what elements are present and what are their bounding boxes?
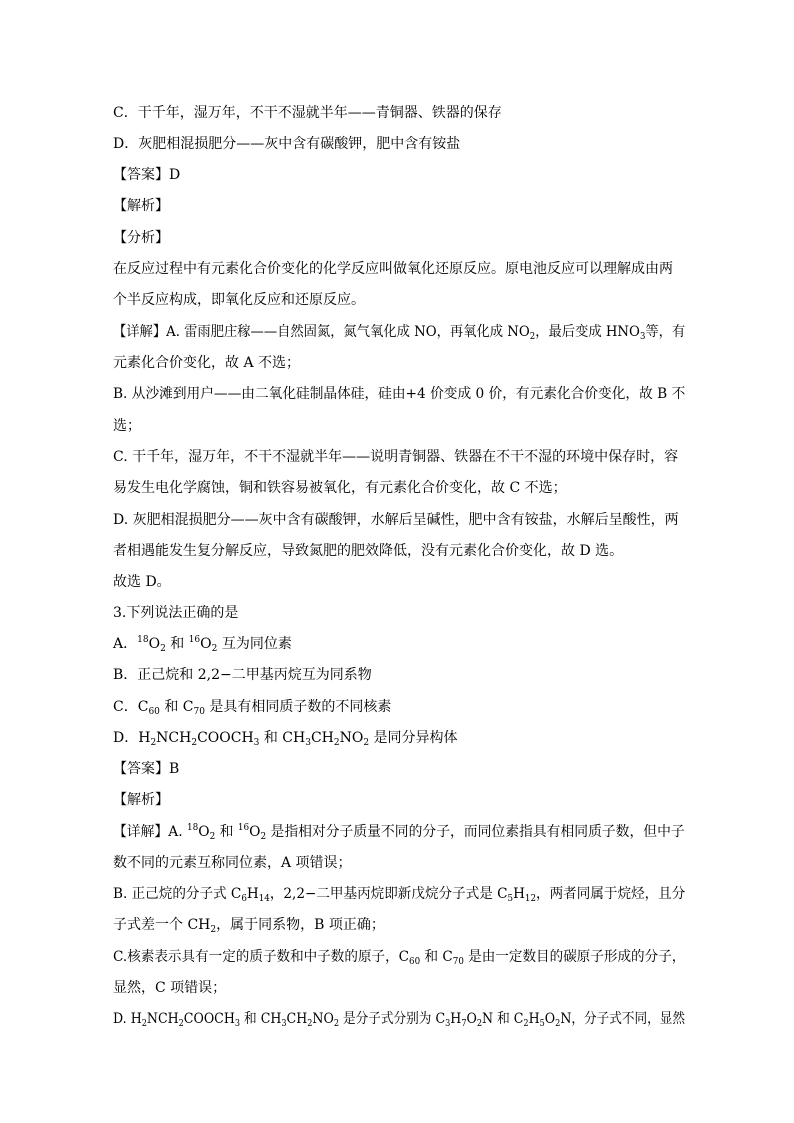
text-line: 易发生电化学腐蚀，铜和铁容易被氧化，有元素化合价变化，故 C 不选； [113, 480, 567, 496]
text-line: B．正己烷和 2,2−二甲基丙烷互为同系物 [113, 667, 372, 683]
text-line: 【解析】 [113, 198, 169, 214]
text-line: 【详解】A. 雷雨肥庄稼——自然固氮，氮气氧化成 NO，再氧化成 $NO_2$，最后变成 $HNO_3$等，有 [113, 324, 686, 342]
text-line: 【解析】 [113, 792, 169, 808]
text-line: C. 干千年，湿万年，不干不湿就半年——说明青铜器、铁器在不干不湿的环境中保存时，容 [113, 449, 679, 465]
text-line: B. 正己烷的分子式 $C_6H_{14}$，2,2−二甲基丙烷即新戊烷分子式是 $C_5H_{12}$，两者同属于烷烃，且分 [113, 886, 686, 904]
text-line: D．灰肥相混损肥分——灰中含有碳酸钾，肥中含有铵盐 [113, 136, 461, 152]
text-line: 【分析】 [113, 230, 169, 246]
text-line: D. $H_2NCH_2COOCH_3$ 和 $CH_3CH_2NO_2$ 是分子式分别为 $C_3H_7O_2N$ 和 $C_2H_5O_2N$，分子式不同，显然 [113, 1011, 686, 1029]
text-line: 个半反应构成，即氧化反应和还原反应。 [113, 292, 365, 308]
text-line: 【详解】A. $^{18}O_2$ 和 $^{16}O_2$ 是指相对分子质量不同的分子，而同位素指具有相同质子数，但中子 [113, 823, 685, 842]
text-line: B. 从沙滩到用户——由二氧化硅制晶体硅，硅由+4 价变成 0 价，有元素化合价变化，故 B 不 [113, 386, 686, 402]
text-line: 子式差一个 $CH_2$，属于同系物，B 项正确； [113, 917, 385, 935]
text-line: A．$^{18}O_2$ 和 $^{16}O_2$ 互为同位素 [113, 635, 292, 654]
text-line: C.核素表示具有一定的质子数和中子数的原子，$C_{60}$ 和 $C_{70}$ 是由一定数目的碳原子形成的分子， [113, 949, 686, 967]
text-line: 【答案】D [113, 167, 181, 183]
text-line: 故选 D。 [113, 574, 171, 590]
text-line: 数不同的元素互称同位素，A 项错误； [113, 855, 352, 871]
text-line: C．$C_{60}$ 和 $C_{70}$ 是具有相同质子数的不同核素 [113, 699, 392, 717]
text-line: 者相遇能发生复分解反应，导致氮肥的肥效降低，没有元素化合价变化，故 D 选。 [113, 543, 624, 559]
text-line: D．$H_2NCH_2COOCH_3$ 和 $CH_3CH_2NO_2$ 是同分异构体 [113, 730, 458, 748]
text-line: D. 灰肥相混损肥分——灰中含有碳酸钾，水解后呈碱性，肥中含有铵盐，水解后呈酸性，两 [113, 512, 679, 528]
text-line: C．干千年，湿万年，不干不湿就半年——青铜器、铁器的保存 [113, 105, 502, 121]
text-line: 显然，C 项错误； [113, 980, 227, 996]
text-line: 【答案】B [113, 761, 180, 777]
text-line: 在反应过程中有元素化合价变化的化学反应叫做氧化还原反应。原电池反应可以理解成由两 [113, 261, 673, 277]
text-line: 3.下列说法正确的是 [113, 605, 239, 621]
text-line: 选； [113, 418, 141, 434]
text-line: 元素化合价变化，故 A 不选； [113, 355, 301, 371]
